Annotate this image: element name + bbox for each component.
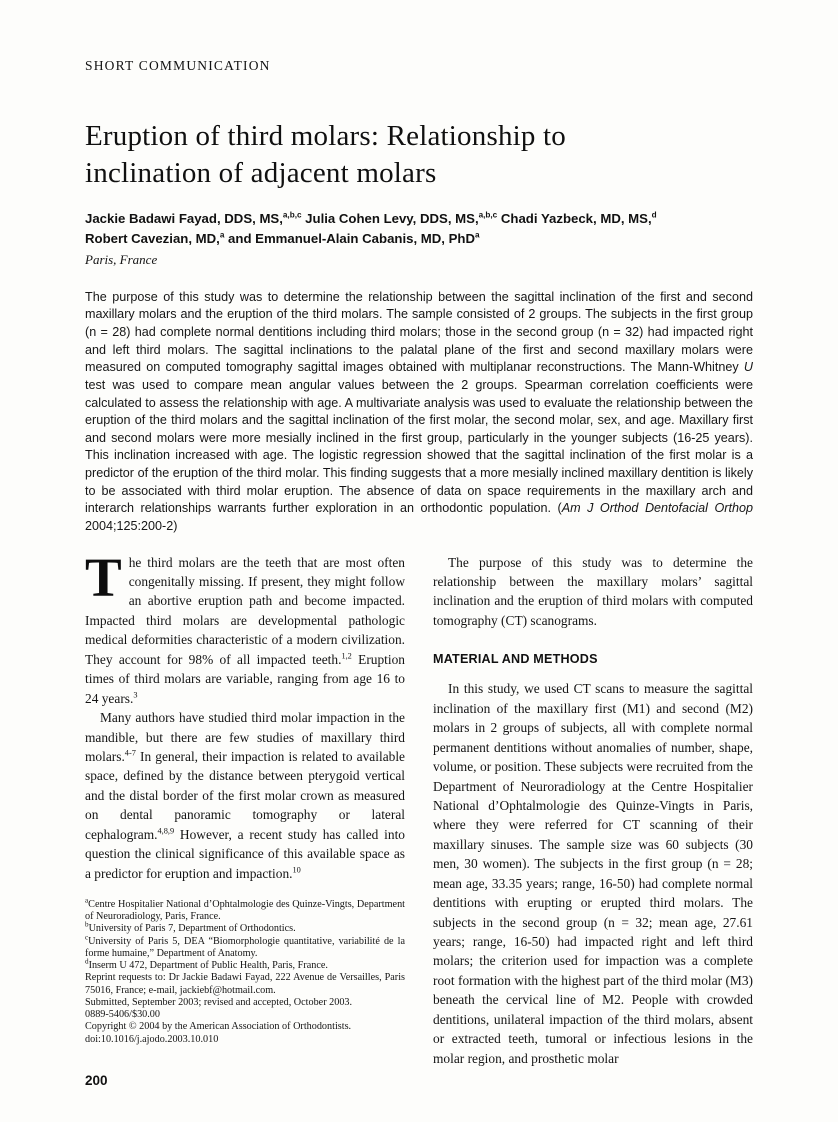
page-number: 200 <box>85 1073 108 1088</box>
section-label: SHORT COMMUNICATION <box>85 58 271 73</box>
affiliation-line: Paris, France <box>85 251 158 267</box>
author-list: Jackie Badawi Fayad, DDS, MS,$^{a,b,c}$ Julia Cohen Levy, DDS, MS,$^{a,b,c}$ Chadi Yazbeck, MD, MS,$^d$ Robert Cavezian, MD,$^a$ and Emmanuel-Alain Cabanis, MD, PhD$^a$ <box>85 210 657 247</box>
footnote-affiliation-c: $^c$University of Paris 5, DEA “Biomorphologie quantitative, variabilité de la forme humaine,” Department of Anatomy. <box>85 933 405 959</box>
body-paragraph-1-text: he third molars are the teeth that are most often congenitally missing. If present, they might follow an abortive eruption path and become impacted. Impacted third molars are developmental pathologic medical deformities characteristic of a modern civilization. They account for 98% of all impacted teeth.$^{1,2}$ Eruption times of third molars are variable, ranging from age 16 to 24 years.$^3$ <box>85 554 405 706</box>
footnotes-block <box>85 896 405 1046</box>
article-title: Eruption of third molars: Relationship to inclination of adjacent molars <box>85 120 567 190</box>
footnote-copyright: Copyright © 2004 by the American Association of Orthodontists. <box>85 1021 352 1033</box>
body-paragraph-1 <box>85 546 405 709</box>
body-paragraph-2: Many authors have studied third molar impaction in the mandible, but there are few studies of maxillary third molars.$^{4-7}$ In general, their impaction is related to available space, defined by the distance between pterygoid vertical and the distal border of the first molar crown as measured on dental panoramic tomography or lateral cephalogram.$^{4,8,9}$ However, a recent study has called into question the clinical significance of this available space as a predictor for eruption and impaction.$^{10}$ <box>85 710 405 881</box>
footnote-affiliation-b: $^b$University of Paris 7, Department of Orthodontics. <box>85 921 296 935</box>
footnote-issn-price: 0889-5406/$30.00 <box>85 1009 160 1021</box>
footnote-doi: doi:10.1016/j.ajodo.2003.10.010 <box>85 1033 219 1045</box>
body-paragraph-4: In this study, we used CT scans to measure the sagittal inclination of the maxillary first (M1) and second (M2) molars in 2 groups of subjects, all with complete normal permanent dentitions without anomalies of number, shape, volume, or position. These subjects were recruited from the Department of Neuroradiology at the Centre Hospitalier National d’Ophtalmologie des Quinze-Vingts in Paris, where they were referred for CT scanning of their maxillary sinuses. The sample size was 60 subjects (30 men, 30 women). The subjects in the first group (n = 28; mean age, 33.35 years; range, 16-50) had complete normal dentitions with erupting or erupted third molars. The subjects in the second group (n = 32; mean age, 27.61 years; range, 16-50) had impacted right and left third molars; the criterion used for impaction was a complete root formation with the highest part of the third molar (M3) beneath the cervical line of M2. People with crowded dentitions, unilateral impaction of the third molars, absent or extracted teeth, tumoral or infectious lesions in the molar region, and prosthetic molar <box>433 681 753 1066</box>
drop-cap: T <box>85 546 122 608</box>
right-column <box>433 553 753 1069</box>
footnote-affiliation-a: $^a$Centre Hospitalier National d’Ophtalmologie des Quinze-Vingts, Department of Neuroradiology, Paris, France. <box>85 896 405 923</box>
body-paragraph-3: The purpose of this study was to determine the relationship between the maxillary molars’ sagittal inclination and the eruption of third molars with computed tomography (CT) scanograms. <box>433 554 753 628</box>
section-heading-material-and-methods: MATERIAL AND METHODS <box>433 652 598 667</box>
left-column <box>85 546 405 1069</box>
footnote-affiliation-d: $^d$Inserm U 472, Department of Public Health, Paris, France. <box>85 957 328 972</box>
footnote-submission-dates: Submitted, September 2003; revised and accepted, October 2003. <box>85 996 353 1008</box>
abstract-paragraph: The purpose of this study was to determine the relationship between the sagittal inclination of the first and second maxillary molars and the eruption of the third molars. The sample consisted of 2 groups. The subjects in the first group (n = 28) had complete normal dentitions including third molars; those in the second group (n = 32) had impacted right and left third molars. The sagittal inclinations to the palatal plane of the first and second maxillary molars were measured on computed tomography sagittal images obtained with multiplanar reconstructions. The Mann-Whitney U test was used to compare mean angular values between the 2 groups. Spearman correlation coefficients were calculated to assess the relationship with age. A multivariate analysis was used to evaluate the relationship between the eruption of the third molars and the sagittal inclination of the first molar, the second molar, sex, and age. Maxillary first and second molars were more mesially inclined in the first group, particularly in the younger subjects (16-25 years). This inclination increased with age. The logistic regression showed that the sagittal inclination of the first molar is a predictor of the eruption of the third molar. This finding suggests that a more mesially inclined maxillary dentition is likely to be associated with third molar eruption. The absence of data on space requirements in the maxillary arch and interarch relationships warrants further exploration in an orthodontic population. (Am J Orthod Dentofacial Orthop 2004;125:200-2) <box>85 289 753 533</box>
two-column-body <box>85 546 753 1069</box>
footnote-reprint-requests: Reprint requests to: Dr Jackie Badawi Fayad, 222 Avenue de Versailles, Paris 75016, France; e-mail, jackiebf@hotmail.com. <box>85 972 405 996</box>
